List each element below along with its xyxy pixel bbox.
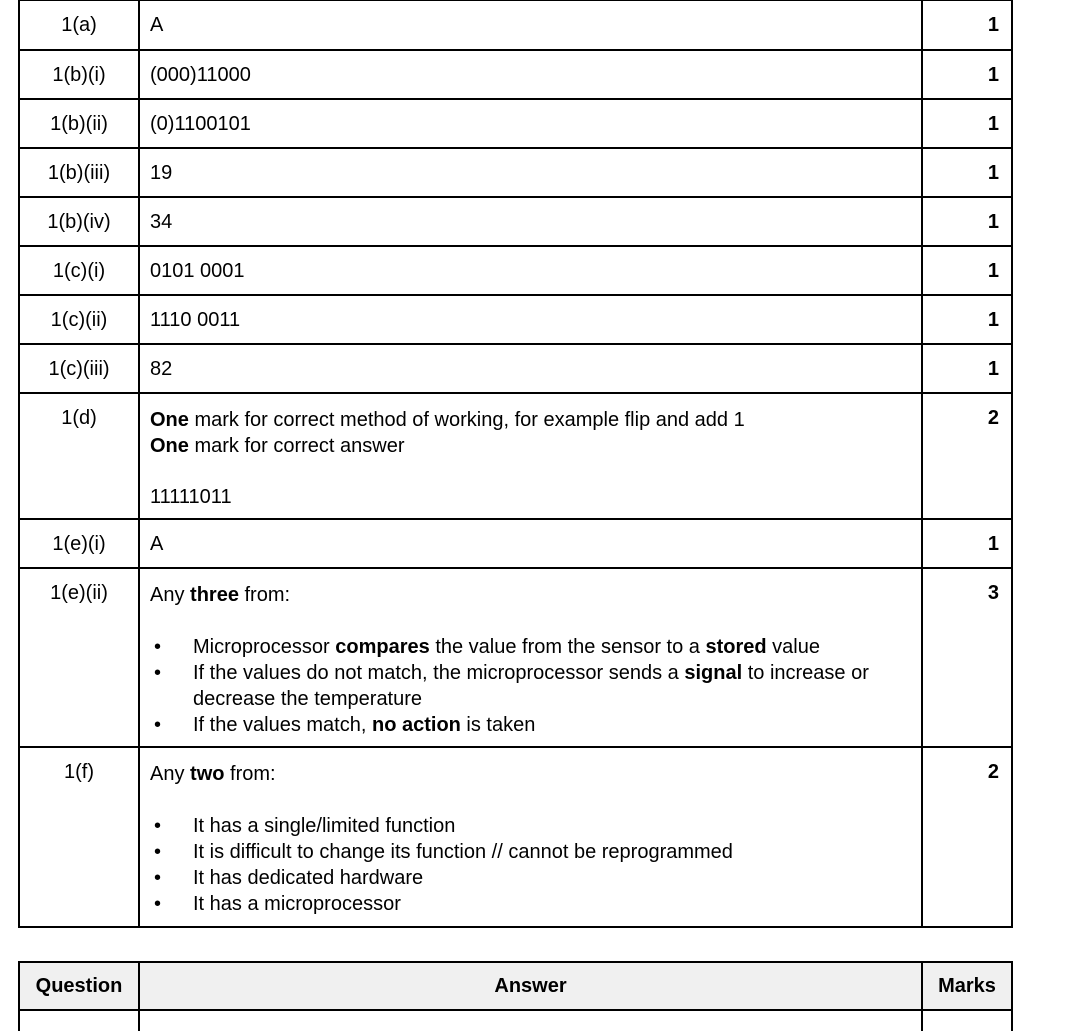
answer-cell: 0101 0001 bbox=[139, 246, 922, 295]
question-number: 1(c)(iii) bbox=[19, 344, 139, 393]
answer-cell: Any three from: • Microprocessor compares the value from the sensor to a stored value • If the values do not match, the microprocessor sends a signal to increase or decrease the temperature • If the values match, no action is taken bbox=[139, 568, 922, 747]
answer-cell: (0)1100101 bbox=[139, 99, 922, 148]
list-item: • If the values match, no action is taken bbox=[150, 712, 911, 738]
marks-value: 1 bbox=[922, 1, 1012, 50]
question-number: 1(b)(i) bbox=[19, 50, 139, 99]
question-number: 1(e)(ii) bbox=[19, 568, 139, 747]
table-row bbox=[19, 747, 1012, 927]
answer-cell: 1110 0011 bbox=[139, 295, 922, 344]
marks-value: 1 bbox=[922, 197, 1012, 246]
answer-value: 11111011 bbox=[150, 485, 232, 508]
header-row bbox=[19, 962, 1012, 1010]
question-number: 1(b)(iv) bbox=[19, 197, 139, 246]
answer-cell: 34 bbox=[139, 197, 922, 246]
marks-value: 1 bbox=[922, 344, 1012, 393]
mark-scheme-table bbox=[18, 0, 1013, 928]
list-item: • Microprocessor compares the value from the sensor to a stored value bbox=[150, 634, 911, 660]
question-number: 1(b)(iii) bbox=[19, 148, 139, 197]
list-item: • If the values do not match, the microprocessor sends a signal to increase or decrease the temperature bbox=[150, 660, 911, 712]
marks-value: 1 bbox=[922, 50, 1012, 99]
table-row bbox=[19, 568, 1012, 747]
question-number: 1(f) bbox=[19, 747, 139, 927]
question-number: 1(b)(ii) bbox=[19, 99, 139, 148]
table-row bbox=[19, 197, 1012, 246]
table-row bbox=[19, 50, 1012, 99]
answer-cell: One mark for correct method of working, for example flip and add 1 One mark for correct answer 11111011 bbox=[139, 393, 922, 519]
table-row bbox=[19, 1, 1012, 50]
table-row bbox=[19, 519, 1012, 568]
marks-value: 1 bbox=[922, 295, 1012, 344]
question-number: 1(d) bbox=[19, 393, 139, 519]
list-item: • It has a microprocessor bbox=[150, 891, 911, 917]
marks-value: 1 bbox=[922, 246, 1012, 295]
question-number: 1(c)(ii) bbox=[19, 295, 139, 344]
answer-cell: (000)11000 bbox=[139, 50, 922, 99]
answer-cell: Any two from: • It has a single/limited function • It is difficult to change its function // cannot be reprogrammed • It has dedicated hardware • It has a microprocessor bbox=[139, 747, 922, 927]
list-item: • It has dedicated hardware bbox=[150, 865, 911, 891]
question-number: 1(c)(i) bbox=[19, 246, 139, 295]
answer-cell: 82 bbox=[139, 344, 922, 393]
answer-cell: A bbox=[139, 519, 922, 568]
table-row bbox=[19, 344, 1012, 393]
next-table-header bbox=[18, 961, 1013, 1031]
bullet-list bbox=[150, 634, 911, 738]
question-number: 1(a) bbox=[19, 1, 139, 50]
marks-value: 1 bbox=[922, 99, 1012, 148]
table-row bbox=[19, 246, 1012, 295]
bullet-list bbox=[150, 813, 911, 917]
marks-value: 3 bbox=[922, 568, 1012, 747]
list-item: • It is difficult to change its function // cannot be reprogrammed bbox=[150, 839, 911, 865]
marks-value: 2 bbox=[922, 747, 1012, 927]
marks-column-header: Marks bbox=[922, 962, 1012, 1010]
marks-value: 1 bbox=[922, 519, 1012, 568]
marks-value: 1 bbox=[922, 148, 1012, 197]
answer-cell: 19 bbox=[139, 148, 922, 197]
table-row bbox=[19, 99, 1012, 148]
table-row bbox=[19, 295, 1012, 344]
question-number: 1(e)(i) bbox=[19, 519, 139, 568]
answer-column-header: Answer bbox=[139, 962, 922, 1010]
question-column-header: Question bbox=[19, 962, 139, 1010]
marks-value: 2 bbox=[922, 393, 1012, 519]
table-row bbox=[19, 148, 1012, 197]
table-row bbox=[19, 393, 1012, 519]
list-item: • It has a single/limited function bbox=[150, 813, 911, 839]
answer-cell: A bbox=[139, 1, 922, 50]
